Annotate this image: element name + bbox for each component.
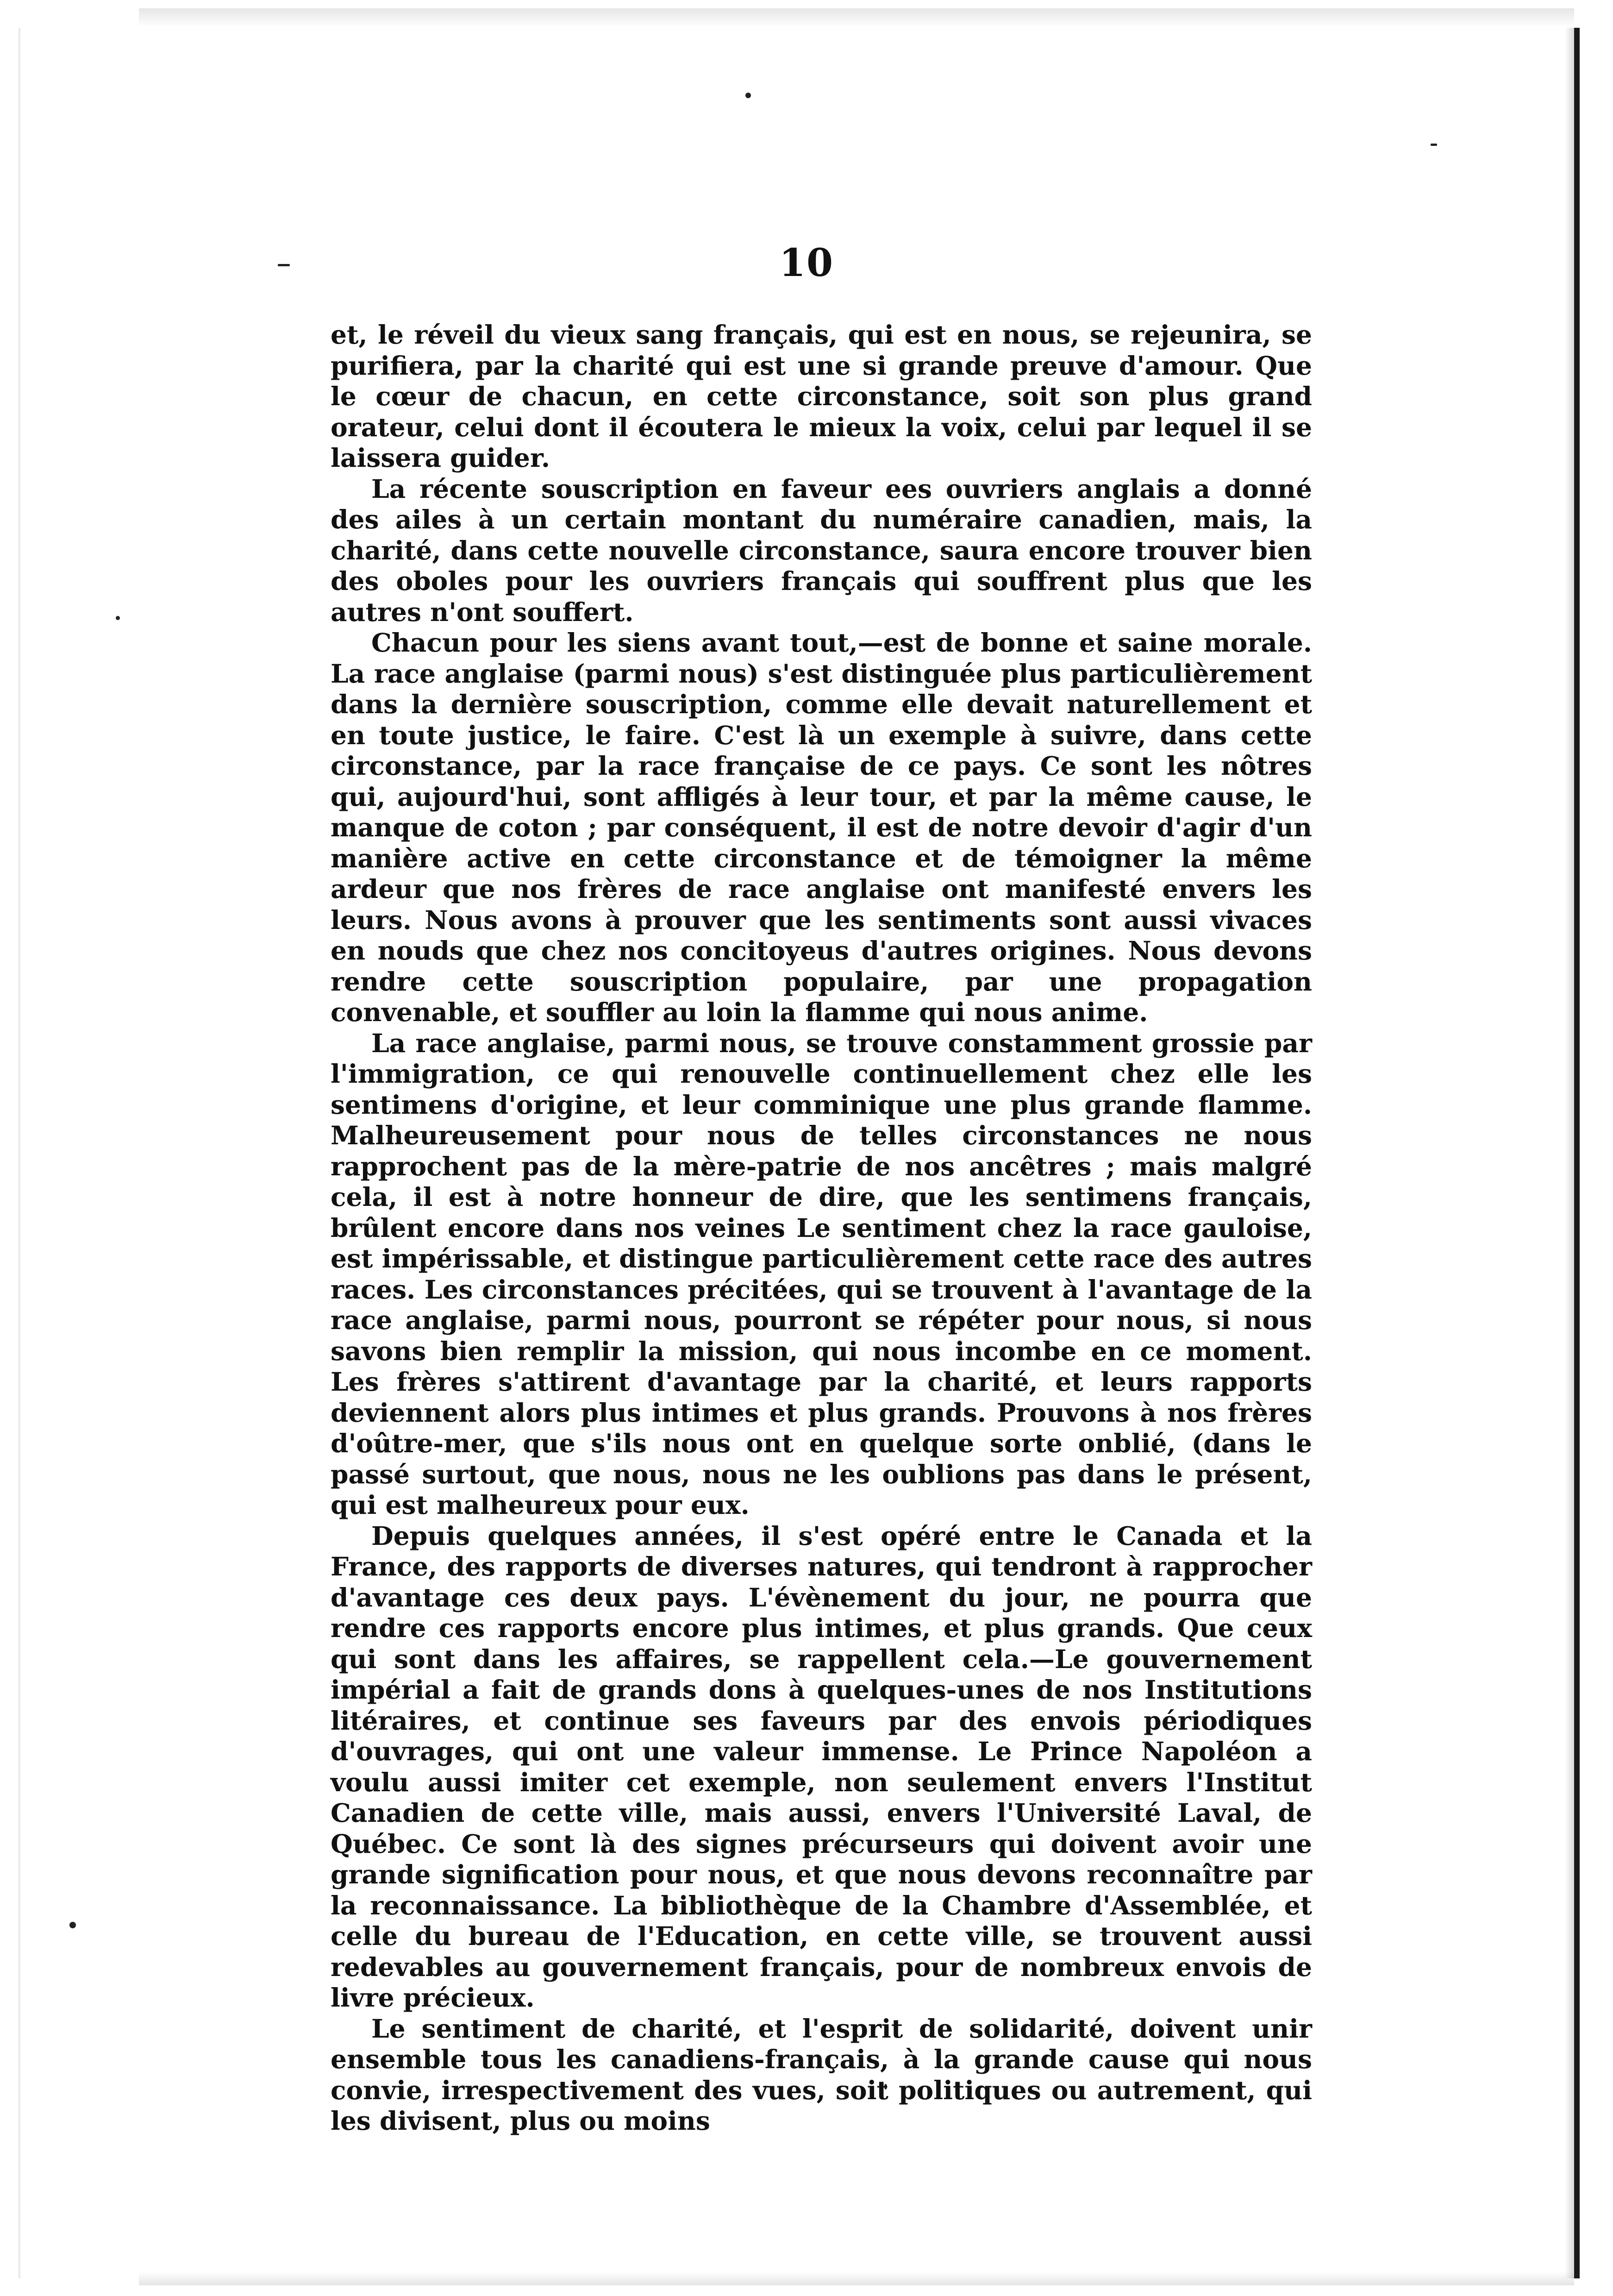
- scan-speck: [745, 93, 751, 98]
- body-text: [331, 320, 1312, 2137]
- paragraph-4: La race anglaise, parmi nous, se trouve constamment grossie par l'immigration, ce qui renouvelle continuellement chez elle les sentimens d'origine, et leur comminique une plus grande flamme. Malheureusement pour nous de telles circonstances ne nous rapprochent pas de la mère-patrie de nos ancêtres ; mais malgré cela, il est à notre honneur de dire, que les sentimens français, brûlent encore dans nos veines Le sentiment chez la race gauloise, est impérissable, et distingue particulièrement cette race des autres races. Les circonstances précitées, qui se trouvent à l'avantage de la race anglaise, parmi nous, pourront se répéter pour nous, si nous savons bien remplir la mission, qui nous incombe en ce moment. Les frères s'attirent d'avantage par la charité, et leurs rapports deviennent alors plus intimes et plus grands. Prouvons à nos frères d'oûtre-mer, que s'ils nous ont en quelque sorte onblié, (dans le passé surtout, que nous, nous ne les oublions pas dans le présent, qui est malheureux pour eux.: [331, 1028, 1312, 1520]
- scan-speck: [1431, 144, 1437, 146]
- page-left-edge-shadow: [19, 28, 21, 2278]
- paragraph-1: et, le réveil du vieux sang français, qui est en nous, se rejeunira, se purifiera, par la charité qui est une si grande preuve d'amour. Que le cœur de chacun, en cette circonstance, soit son plus grand orateur, celui dont il écoutera le mieux la voix, celui par lequel il se laissera guider.: [331, 320, 1312, 473]
- paragraph-2: La récente souscription en faveur ees ouvriers anglais a donné des ailes à un certain montant du numéraire canadien, mais, la charité, dans cette nouvelle circonstance, saura encore trouver bien des oboles pour les ouvriers français qui souffrent plus que les autres n'ont souffert.: [331, 473, 1312, 627]
- page-bottom-edge-shadow: [139, 2271, 1574, 2285]
- page-number: 10: [779, 241, 834, 285]
- paragraph-5: Depuis quelques années, il s'est opéré entre le Canada et la France, des rapports de diverses natures, qui tendront à rapprocher d'avantage ces deux pays. L'évènement du jour, ne pourra que rendre ces rapports encore plus intimes, et plus grands. Que ceux qui sont dans les affaires, se rappellent cela.—Le gouvernement impérial a fait de grands dons à quelques-unes de nos Institutions litéraires, et continue ses faveurs par des envois périodiques d'ouvrages, qui ont une valeur immense. Le Prince Napoléon a voulu aussi imiter cet exemple, non seulement envers l'Institut Canadien de cette ville, mais aussi, envers l'Université Laval, de Québec. Ce sont là des signes précurseurs qui doivent avoir une grande signification pour nous, et que nous devons reconnaître par la reconnaissance. La bibliothèque de la Chambre d'Assemblée, et celle du bureau de l'Education, en cette ville, se trouvent aussi redevables au gouvernement français, pour de nombreux envois de livre précieux.: [331, 1520, 1312, 2013]
- scan-speck: [69, 1922, 76, 1928]
- page-top-edge-shadow: [139, 8, 1574, 27]
- paragraph-6: Le sentiment de charité, et l'esprit de solidarité, doivent unir ensemble tous les canadiens-français, à la grande cause qui nous convie, irrespectivement des vues, soit politiques ou autrement, qui les divisent, plus ou moins: [331, 2013, 1312, 2136]
- page-right-binding-edge: [1574, 28, 1580, 2278]
- scan-speck: [116, 616, 120, 620]
- page-right-edge-shadow: [1565, 28, 1574, 2278]
- paragraph-3: Chacun pour les siens avant tout,—est de bonne et saine morale. La race anglaise (parmi nous) s'est distinguée plus particulièrement dans la dernière souscription, comme elle devait naturellement et en toute justice, le faire. C'est là un exemple à suivre, dans cette circonstance, par la race française de ce pays. Ce sont les nôtres qui, aujourd'hui, sont affligés à leur tour, et par la même cause, le manque de coton ; par conséquent, il est de notre devoir d'agir d'un manière active en cette circonstance et de témoigner la même ardeur que nos frères de race anglaise ont manifesté envers les leurs. Nous avons à prouver que les sentiments sont aussi vivaces en nouds que chez nos concitoyeus d'autres origines. Nous devons rendre cette souscription populaire, par une propagation convenable, et souffler au loin la flamme qui nous anime.: [331, 627, 1312, 1027]
